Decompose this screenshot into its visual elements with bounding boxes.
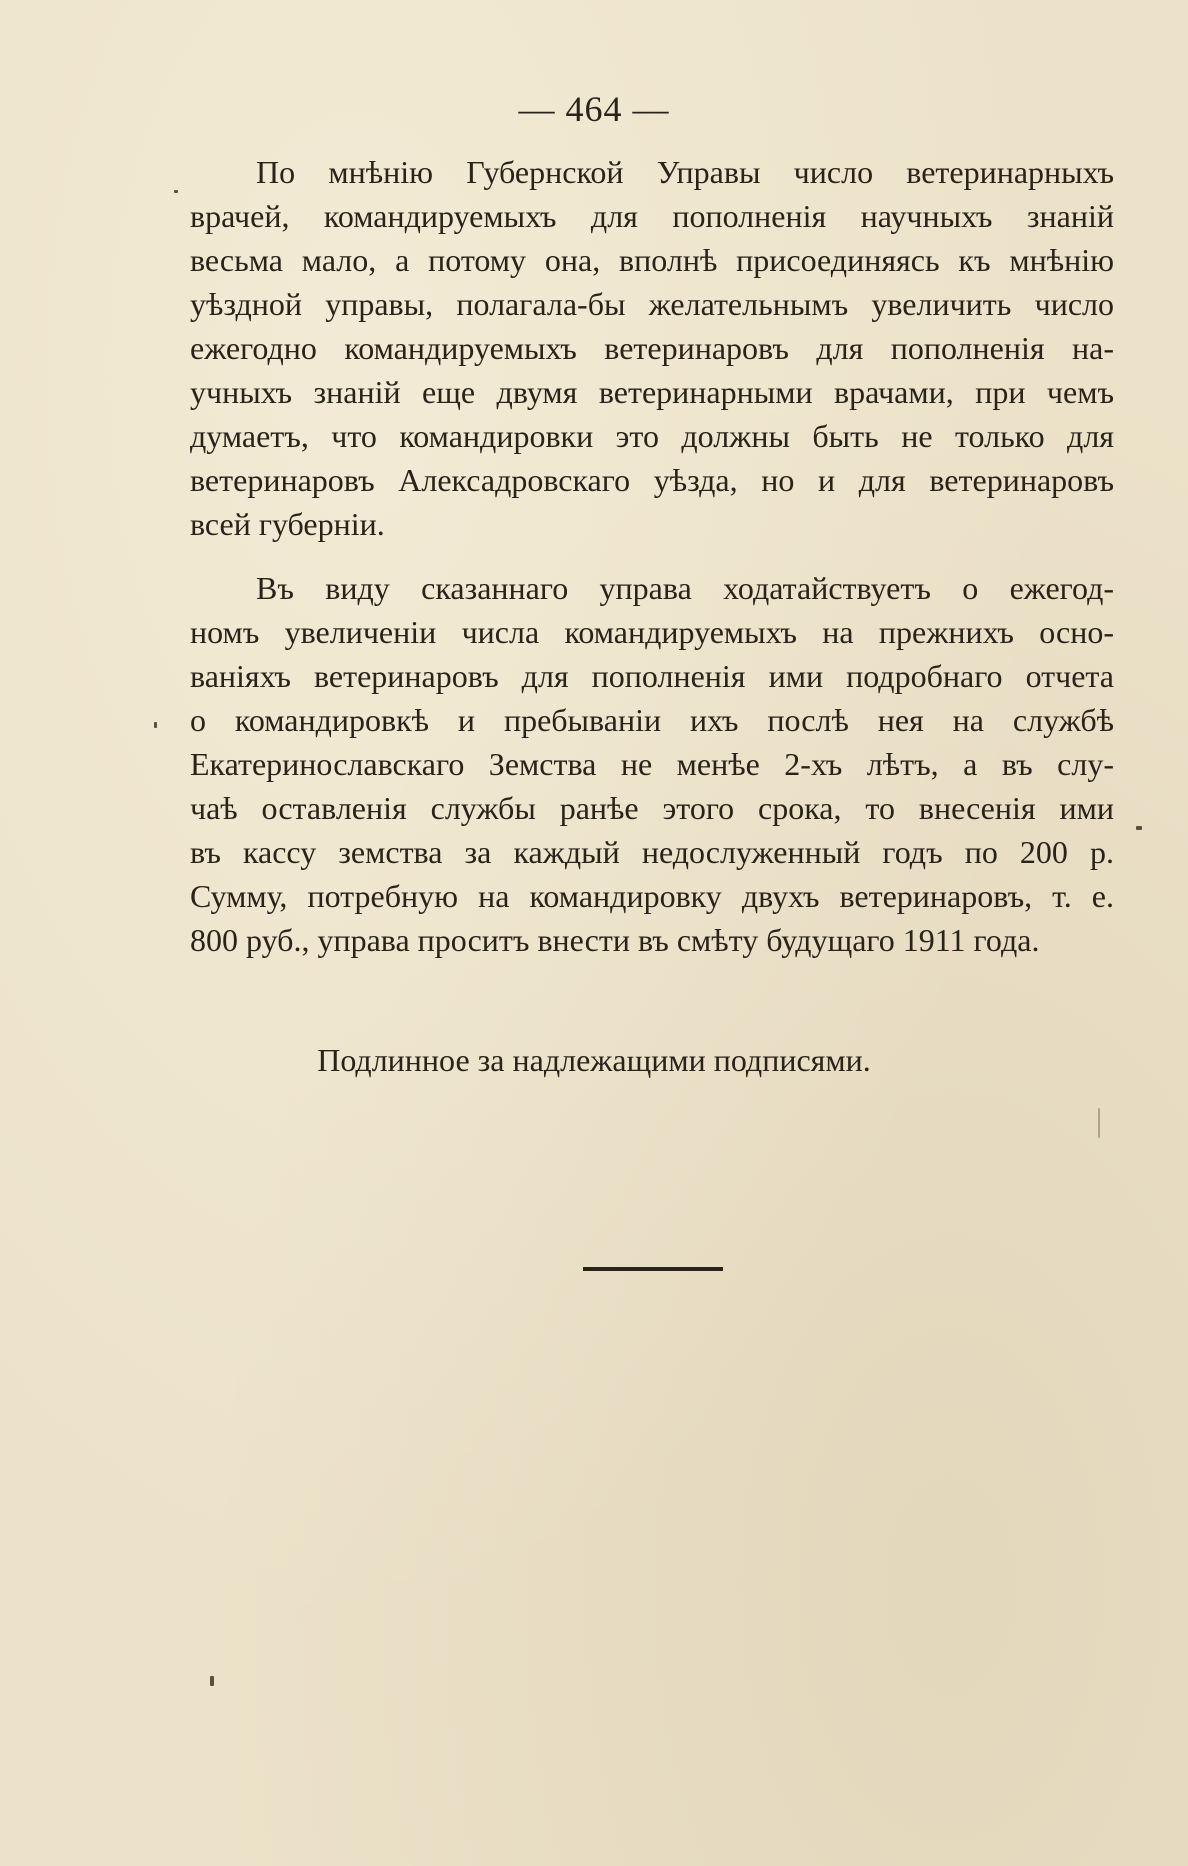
text-line: Сумму, потребную на командировку двухъ ветеринаровъ, т. е. (190, 878, 1114, 914)
section-divider (583, 1267, 723, 1271)
text-line: ежегодно командируемыхъ ветеринаровъ для пополненія на- (190, 330, 1114, 366)
text-line: о командировкѣ и пребываніи ихъ послѣ нея на службѣ (190, 702, 1114, 738)
text-line: ваніяхъ ветеринаровъ для пополненія ими подробнаго отчета (190, 658, 1114, 694)
signature-note: Подлинное за надлежащими подписями. (317, 1042, 871, 1078)
text-line: думаетъ, что командировки это должны быть не только для (190, 418, 1114, 454)
text-line: ветеринаровъ Алексадровскаго уѣзда, но и для ветеринаровъ (190, 462, 1114, 498)
text-line: въ кассу земства за каждый недослуженный годъ по 200 р. (190, 834, 1114, 870)
paper-speck (1098, 1108, 1100, 1138)
text-line: 800 руб., управа проситъ внести въ смѣту будущаго 1911 года. (190, 922, 1040, 958)
text-line: По мнѣнію Губернской Управы число ветеринарныхъ (256, 154, 1114, 190)
paper-speck (174, 190, 178, 193)
paper-speck (1136, 826, 1142, 830)
text-line: всей губерніи. (190, 506, 385, 542)
paper-speck (210, 1676, 214, 1686)
text-line: чаѣ оставленія службы ранѣе этого срока, то внесенія ими (190, 790, 1114, 826)
text-line: весьма мало, а потому она, вполнѣ присоединяясь къ мнѣнію (190, 242, 1114, 278)
text-line: врачей, командируемыхъ для пополненія научныхъ знаній (190, 198, 1114, 234)
paragraph-2 (190, 566, 1114, 962)
text-line: номъ увеличеніи числа командируемыхъ на прежнихъ осно- (190, 614, 1114, 650)
text-line: Въ виду сказаннаго управа ходатайствуетъ о ежегод- (256, 570, 1114, 606)
paper-speck (154, 722, 157, 728)
page-number: — 464 — (518, 89, 670, 129)
text-line: уѣздной управы, полагала-бы желательнымъ увеличить число (190, 286, 1114, 322)
text-line: учныхъ знаній еще двумя ветеринарными врачами, при чемъ (190, 374, 1114, 410)
paragraph-1 (190, 150, 1114, 546)
text-line: Екатеринославскаго Земства не менѣе 2-хъ лѣтъ, а въ слу- (190, 746, 1114, 782)
